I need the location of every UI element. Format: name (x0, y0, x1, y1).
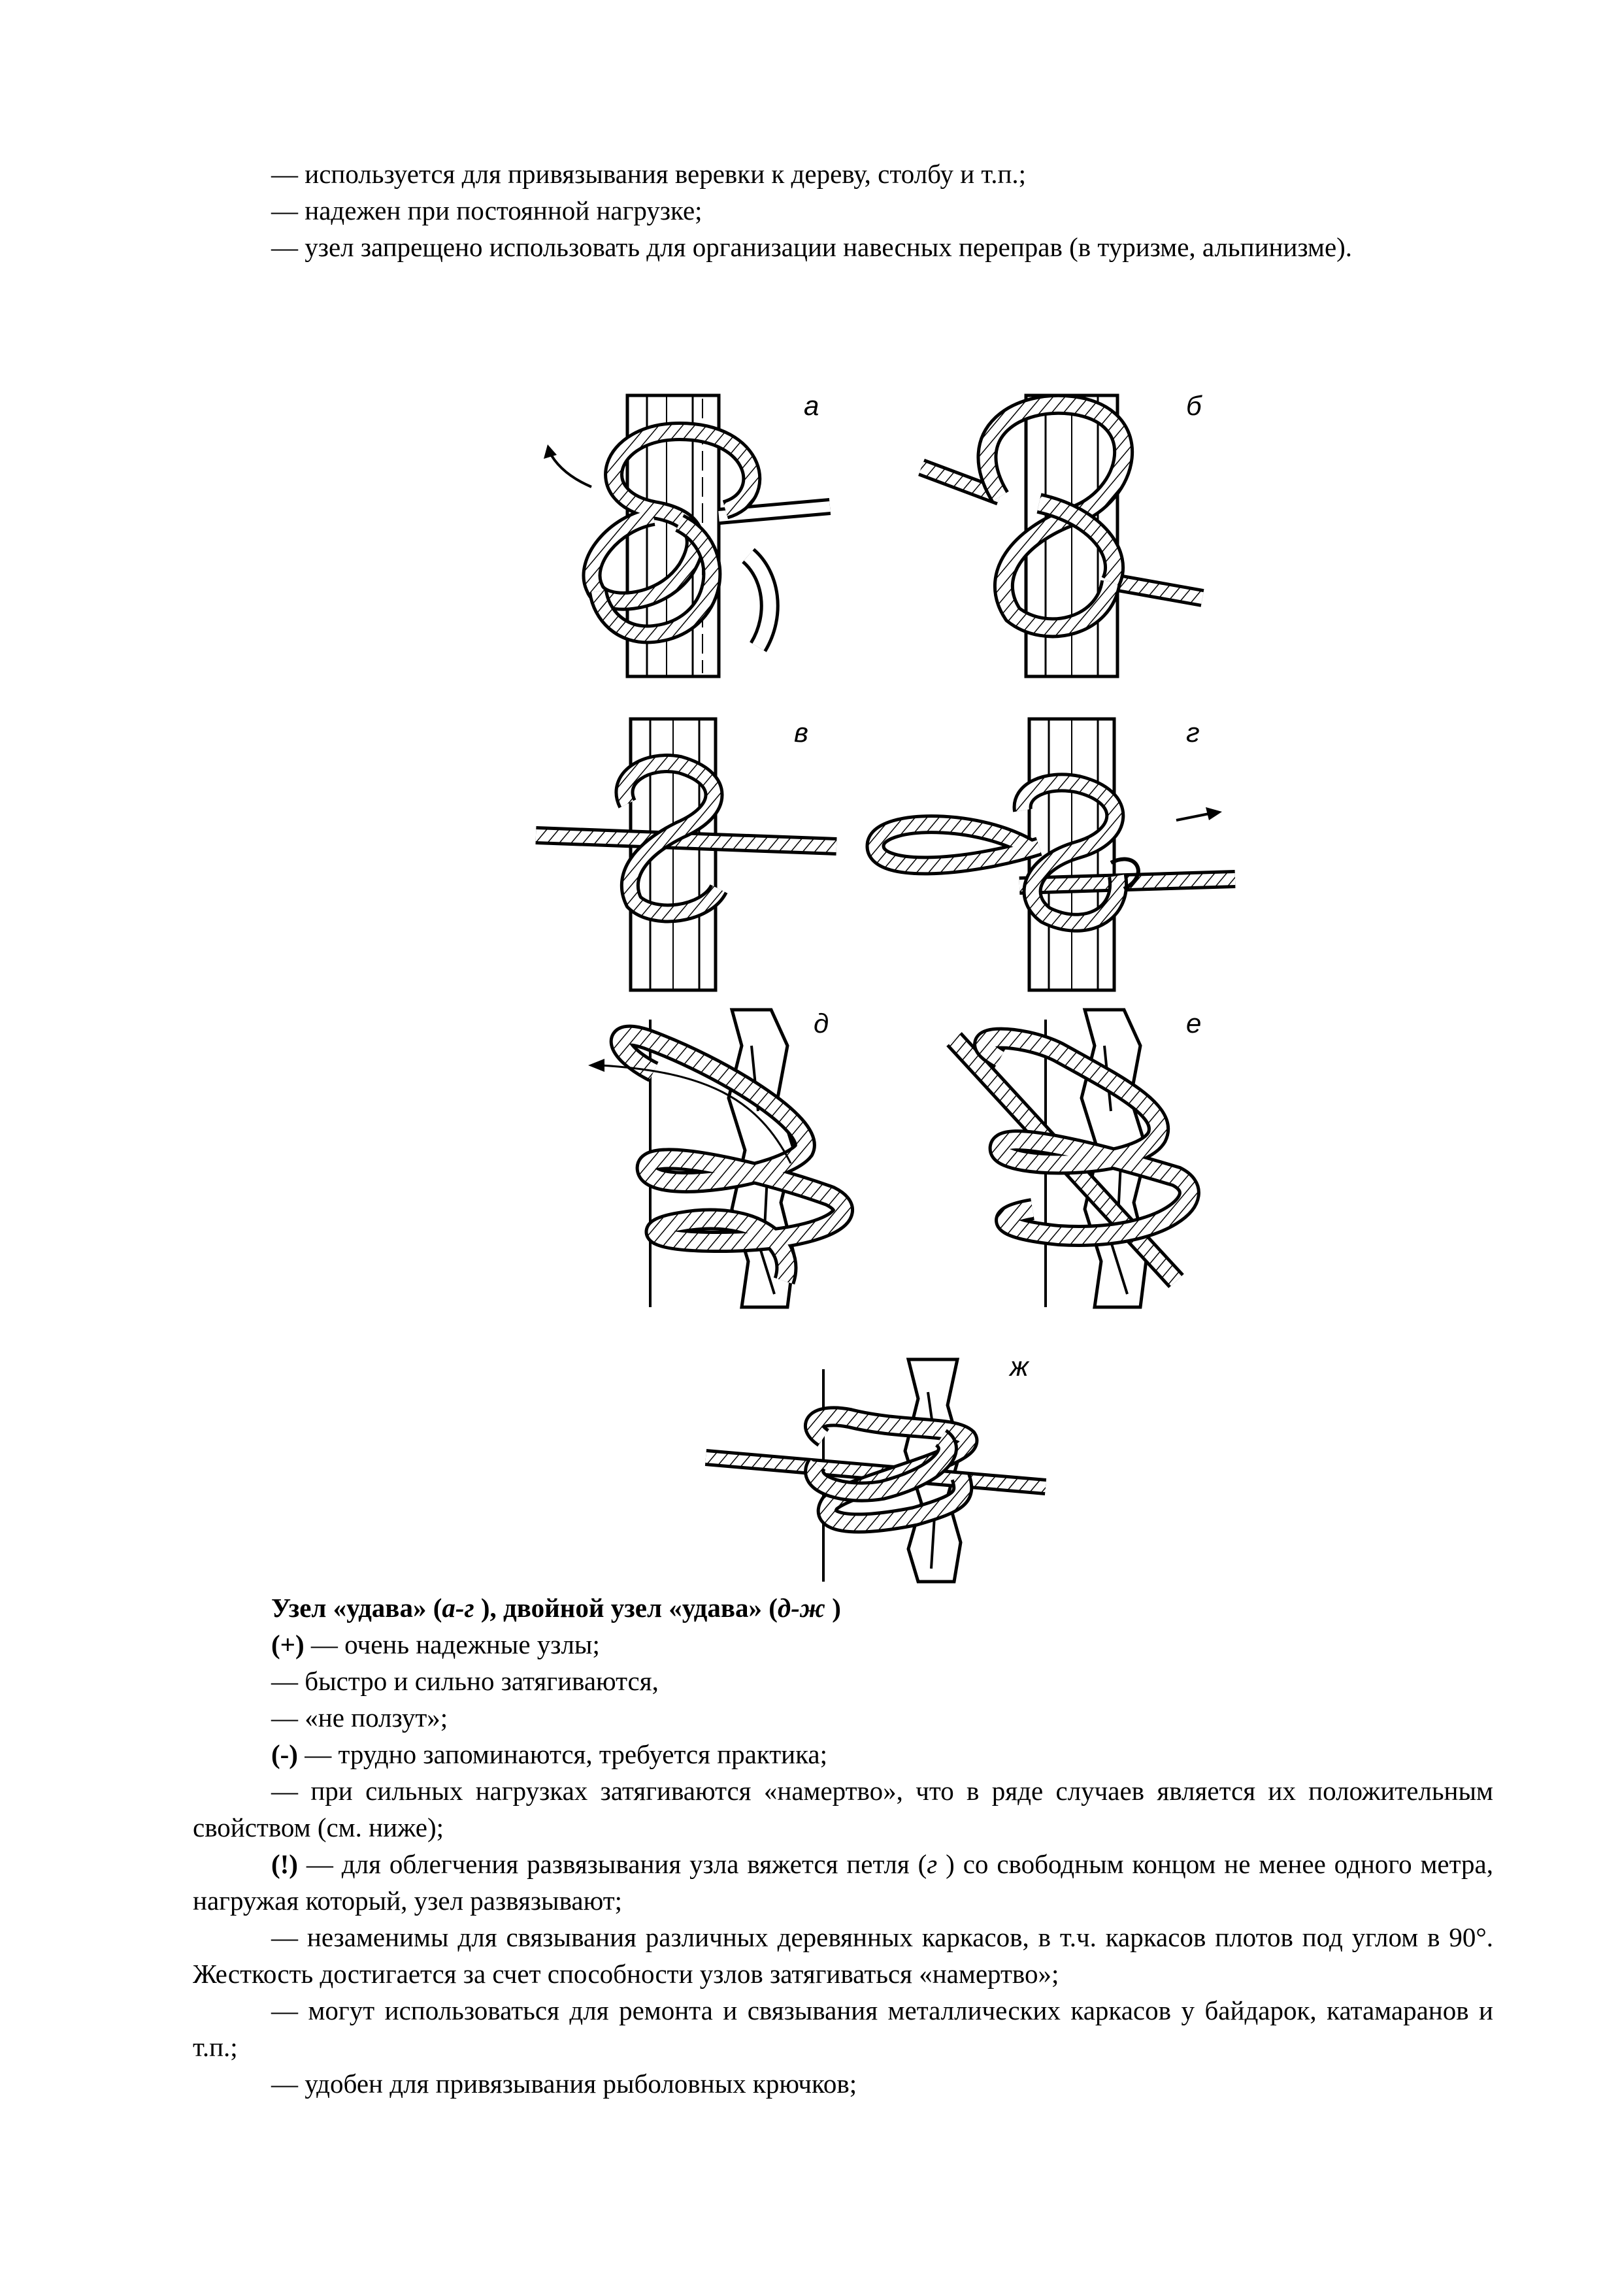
item-text: — трудно запоминаются, требуется практика; (297, 1739, 827, 1769)
figure-caption (193, 1589, 1493, 1626)
list-item: — могут использоваться для ремонта и связывания металлических каркасов у байдарок, катамаранов и т.п.; (193, 1995, 1493, 2062)
item-text: — при сильных нагрузках затягиваются «намертво», что в ряде случаев является их положительным свойством (см. ниже); (193, 1776, 1493, 1842)
item-text: — быстро и сильно затягиваются, (271, 1666, 659, 1696)
panel-label: д (814, 1008, 829, 1039)
figure-ref: г (927, 1849, 938, 1879)
note-item (193, 1846, 1493, 1919)
list-item: — используется для привязывания веревки к дереву, столбу и т.п.; (271, 159, 1027, 189)
panel-label: в (794, 717, 808, 748)
panel-e (954, 1008, 1201, 1307)
list-item (193, 1699, 1493, 1736)
panel-d (588, 1008, 843, 1307)
list-item: — надежен при постоянной нагрузке; (271, 195, 703, 225)
intro-list (193, 156, 1493, 265)
caption-range: д-ж (777, 1593, 825, 1623)
panel-label: г (1186, 717, 1200, 748)
item-text: — «не ползут»; (271, 1703, 448, 1733)
panel-label: б (1186, 390, 1202, 421)
panel-v (536, 717, 836, 990)
caption-range: а-г (442, 1593, 474, 1623)
panel-b (921, 390, 1202, 676)
panel-label: ж (1010, 1351, 1029, 1382)
panel-label: е (1186, 1008, 1202, 1039)
item-marker: (+) (271, 1629, 305, 1659)
item-text: ) со свободным концом не менее одного метра, нагружая который, узел развязывают; (193, 1849, 1493, 1916)
panel-label: а (804, 390, 819, 421)
caption-text: Узел «удава» ( (271, 1593, 442, 1623)
list-item (193, 1736, 1493, 1772)
item-text: — очень надежные узлы; (304, 1629, 600, 1659)
list-item (193, 1626, 1493, 1663)
panel-g (876, 717, 1235, 990)
list-item (193, 1663, 1493, 1699)
caption-text: ), двойной узел «удава» ( (474, 1593, 778, 1623)
panel-zh (706, 1351, 1046, 1582)
item-marker: (-) (271, 1739, 298, 1769)
item-text: — для облегчения развязывания узла вяжется петля ( (297, 1849, 927, 1879)
list-item: — удобен для привязывания рыболовных крючков; (271, 2069, 857, 2099)
list-item (193, 1772, 1493, 1846)
panel-a (544, 390, 830, 676)
item-marker: (!) (271, 1849, 298, 1879)
caption-text: ) (825, 1593, 841, 1623)
caption-and-properties (193, 1589, 1493, 2102)
list-item: — незаменимы для связывания различных деревянных каркасов, в т.ч. каркасов плотов под углом в 90°. Жесткость достигается за счет способности узлов затягиваться «намертво»; (193, 1922, 1493, 1989)
list-item: — узел запрещено использовать для организации навесных переправ (в туризме, альпинизме). (271, 232, 1353, 262)
